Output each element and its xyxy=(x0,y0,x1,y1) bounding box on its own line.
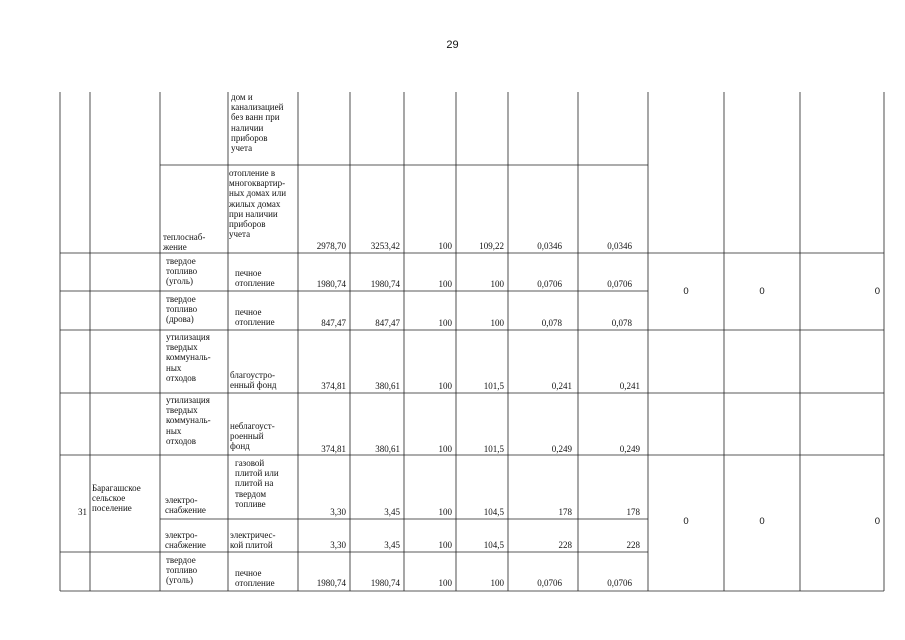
service-cell: электро- снабжение xyxy=(165,495,206,516)
object-cell: газовой плитой или плитой на твердом топливе xyxy=(235,458,279,509)
value-cell: 1980,74 xyxy=(370,578,400,588)
object-text: дом и канализацией без ванн при наличии приборов учета xyxy=(231,92,284,154)
right-value: 0 xyxy=(759,286,765,297)
value-cell: 0,0706 xyxy=(537,578,562,588)
value-cell: 0,0706 xyxy=(607,279,632,289)
fuel-cell: утилизация твердых коммуналь- ных отходов xyxy=(166,332,211,383)
value-cell: 847,47 xyxy=(375,318,400,328)
index-cell: 104,5 xyxy=(483,540,504,550)
fuel-cell: твердое топливо (уголь) xyxy=(166,256,198,287)
value-cell: 3,45 xyxy=(384,540,400,550)
object-cell: благоустро- енный фонд xyxy=(230,370,277,391)
object-cell: отопление в многоквартир- ных домах или жилых домах при наличии приборов учета xyxy=(229,168,287,240)
percent-cell: 100 xyxy=(438,540,452,550)
index-cell: 100 xyxy=(490,578,504,588)
fuel-cell: утилизация твердых коммуналь- ных отходов xyxy=(166,395,211,446)
value-cell: 0,078 xyxy=(541,318,562,328)
object-cell: печное отопление xyxy=(235,307,275,328)
value-cell: 3,30 xyxy=(330,540,346,550)
page-number: 29 xyxy=(446,39,459,51)
percent-cell: 100 xyxy=(438,318,452,328)
index-cell: 109,22 xyxy=(479,241,504,251)
object-cell: печное отопление xyxy=(235,568,275,589)
right-value: 0 xyxy=(683,516,689,527)
value-cell: 228 xyxy=(626,540,640,550)
value-cell: 3,30 xyxy=(330,507,346,517)
object-cell: печное отопление xyxy=(235,268,275,289)
service-cell: теплоснаб- жение xyxy=(163,232,206,253)
value-cell: 0,249 xyxy=(619,444,640,454)
value-cell: 228 xyxy=(558,540,572,550)
value-cell: 178 xyxy=(558,507,572,517)
value-cell: 0,0346 xyxy=(537,241,562,251)
right-value: 0 xyxy=(759,516,765,527)
index-cell: 104,5 xyxy=(483,507,504,517)
value-cell: 374,81 xyxy=(321,444,346,454)
value-cell: 0,249 xyxy=(551,444,572,454)
value-cell: 374,81 xyxy=(321,381,346,391)
value-cell: 380,61 xyxy=(375,444,400,454)
value-cell: 0,0346 xyxy=(607,241,632,251)
value-cell: 3253,42 xyxy=(370,241,400,251)
percent-cell: 100 xyxy=(438,444,452,454)
right-value: 0 xyxy=(683,286,689,297)
service-cell: электро- снабжение xyxy=(165,530,206,551)
index-cell: 100 xyxy=(490,279,504,289)
value-cell: 0,0706 xyxy=(607,578,632,588)
object-cell xyxy=(231,92,283,153)
object-cell: электричес- кой плитой xyxy=(230,530,276,551)
value-cell: 0,241 xyxy=(619,381,640,391)
right-value: 0 xyxy=(874,516,880,527)
percent-cell: 100 xyxy=(438,279,452,289)
value-cell: 1980,74 xyxy=(370,279,400,289)
value-cell: 0,241 xyxy=(551,381,572,391)
percent-cell: 100 xyxy=(438,578,452,588)
fuel-cell: твердое топливо (уголь) xyxy=(166,555,198,586)
value-cell: 0,078 xyxy=(611,318,632,328)
value-cell: 380,61 xyxy=(375,381,400,391)
fuel-cell: твердое топливо (дрова) xyxy=(166,294,198,325)
row-number: 31 xyxy=(78,507,87,517)
value-cell: 178 xyxy=(626,507,640,517)
value-cell: 2978,70 xyxy=(316,241,346,251)
settlement-cell: Барагашское сельское поселение xyxy=(92,483,141,514)
index-cell: 101,5 xyxy=(483,444,504,454)
object-cell: неблагоуст- роенный фонд xyxy=(230,421,275,452)
value-cell: 847,47 xyxy=(321,318,346,328)
value-cell: 1980,74 xyxy=(316,578,346,588)
percent-cell: 100 xyxy=(438,507,452,517)
value-cell: 1980,74 xyxy=(316,279,346,289)
percent-cell: 100 xyxy=(438,381,452,391)
right-value: 0 xyxy=(874,286,880,297)
index-cell: 101,5 xyxy=(483,381,504,391)
value-cell: 3,45 xyxy=(384,507,400,517)
percent-cell: 100 xyxy=(438,241,452,251)
index-cell: 100 xyxy=(490,318,504,328)
value-cell: 0,0706 xyxy=(537,279,562,289)
